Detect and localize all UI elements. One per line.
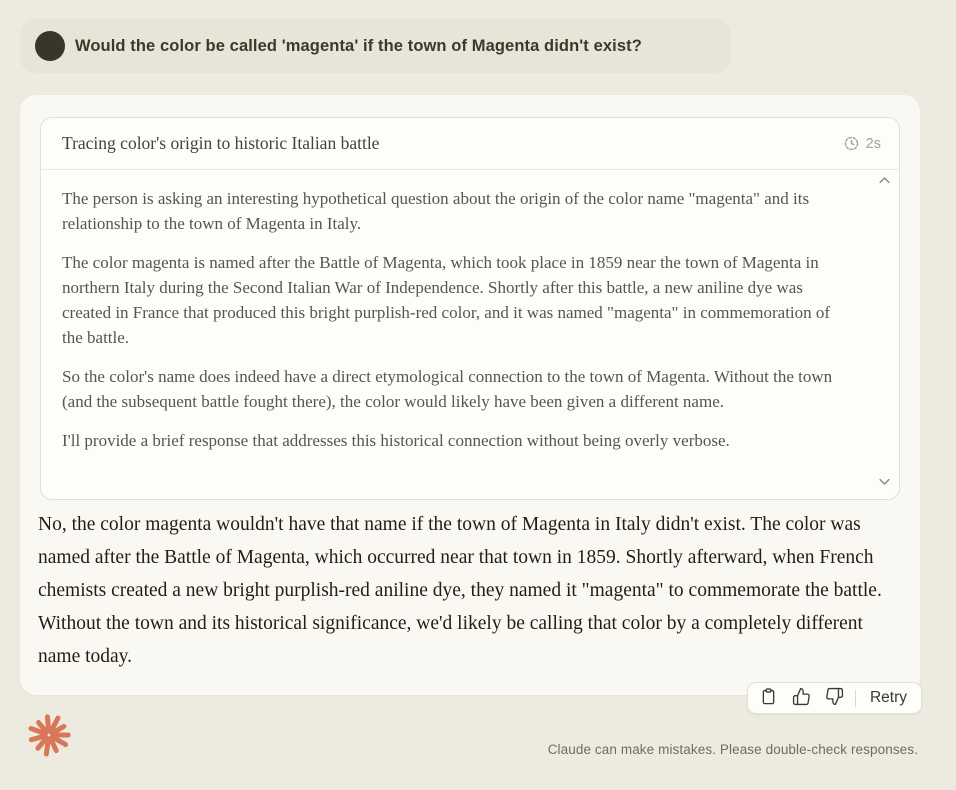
assistant-message-card [20, 95, 920, 695]
retry-button[interactable]: Retry [860, 685, 917, 711]
user-message-text: Would the color be called 'magenta' if the town of Magenta didn't exist? [75, 36, 642, 55]
message-actions-bar [747, 682, 922, 714]
assistant-response-text: No, the color magenta wouldn't have that name if the town of Magenta in Italy didn't exist. The color was named after the Battle of Magenta, which occurred near that town in 1859. Shortly afterward, when French chemists created a new bright purplish-red aniline dye, they named it "magenta" to commemorate the battle. Without the town and its historical significance, we'd likely be calling that color by a completely different name today. [38, 514, 882, 667]
thumbs-down-button[interactable] [818, 685, 851, 711]
thinking-panel-header[interactable] [41, 118, 899, 170]
thumbs-down-icon [825, 687, 844, 709]
thinking-title: Tracing color's origin to historic Italian battle [62, 133, 380, 153]
disclaimer-text: Claude can make mistakes. Please double-check responses. [547, 742, 918, 757]
claude-starburst-icon[interactable] [26, 712, 72, 763]
thinking-content[interactable] [41, 170, 899, 499]
thinking-paragraph: I'll provide a brief response that addresses this historical connection without being overly verbose. [62, 431, 730, 450]
thinking-duration-value: 2s [865, 135, 881, 152]
thinking-paragraph: So the color's name does indeed have a direct etymological connection to the town of Magenta. Without the town (and the subsequent battle fought there), the color would likely have been given a different name. [62, 367, 833, 411]
chevron-up-icon[interactable] [877, 173, 892, 193]
thinking-paragraph: The color magenta is named after the Battle of Magenta, which took place in 1859 near the town of Magenta in northern Italy during the Second Italian War of Independence. Shortly after this battle, a new aniline dye was created in France that produced this bright purplish-red color, and it was named "magenta" in commemoration of the battle. [62, 253, 831, 347]
thinking-duration [843, 135, 881, 152]
chevron-down-icon[interactable] [877, 474, 892, 494]
thinking-panel [40, 117, 900, 500]
thinking-paragraph: The person is asking an interesting hypothetical question about the origin of the color name "magenta" and its relationship to the town of Magenta in Italy. [62, 189, 810, 233]
thumbs-up-icon [792, 687, 811, 709]
thumbs-up-button[interactable] [785, 685, 818, 711]
user-message-bubble [20, 19, 731, 73]
clipboard-copy-icon [759, 687, 778, 709]
actions-divider [855, 690, 856, 707]
timer-clock-icon [843, 135, 860, 152]
user-avatar[interactable] [35, 31, 65, 61]
copy-button[interactable] [752, 685, 785, 711]
